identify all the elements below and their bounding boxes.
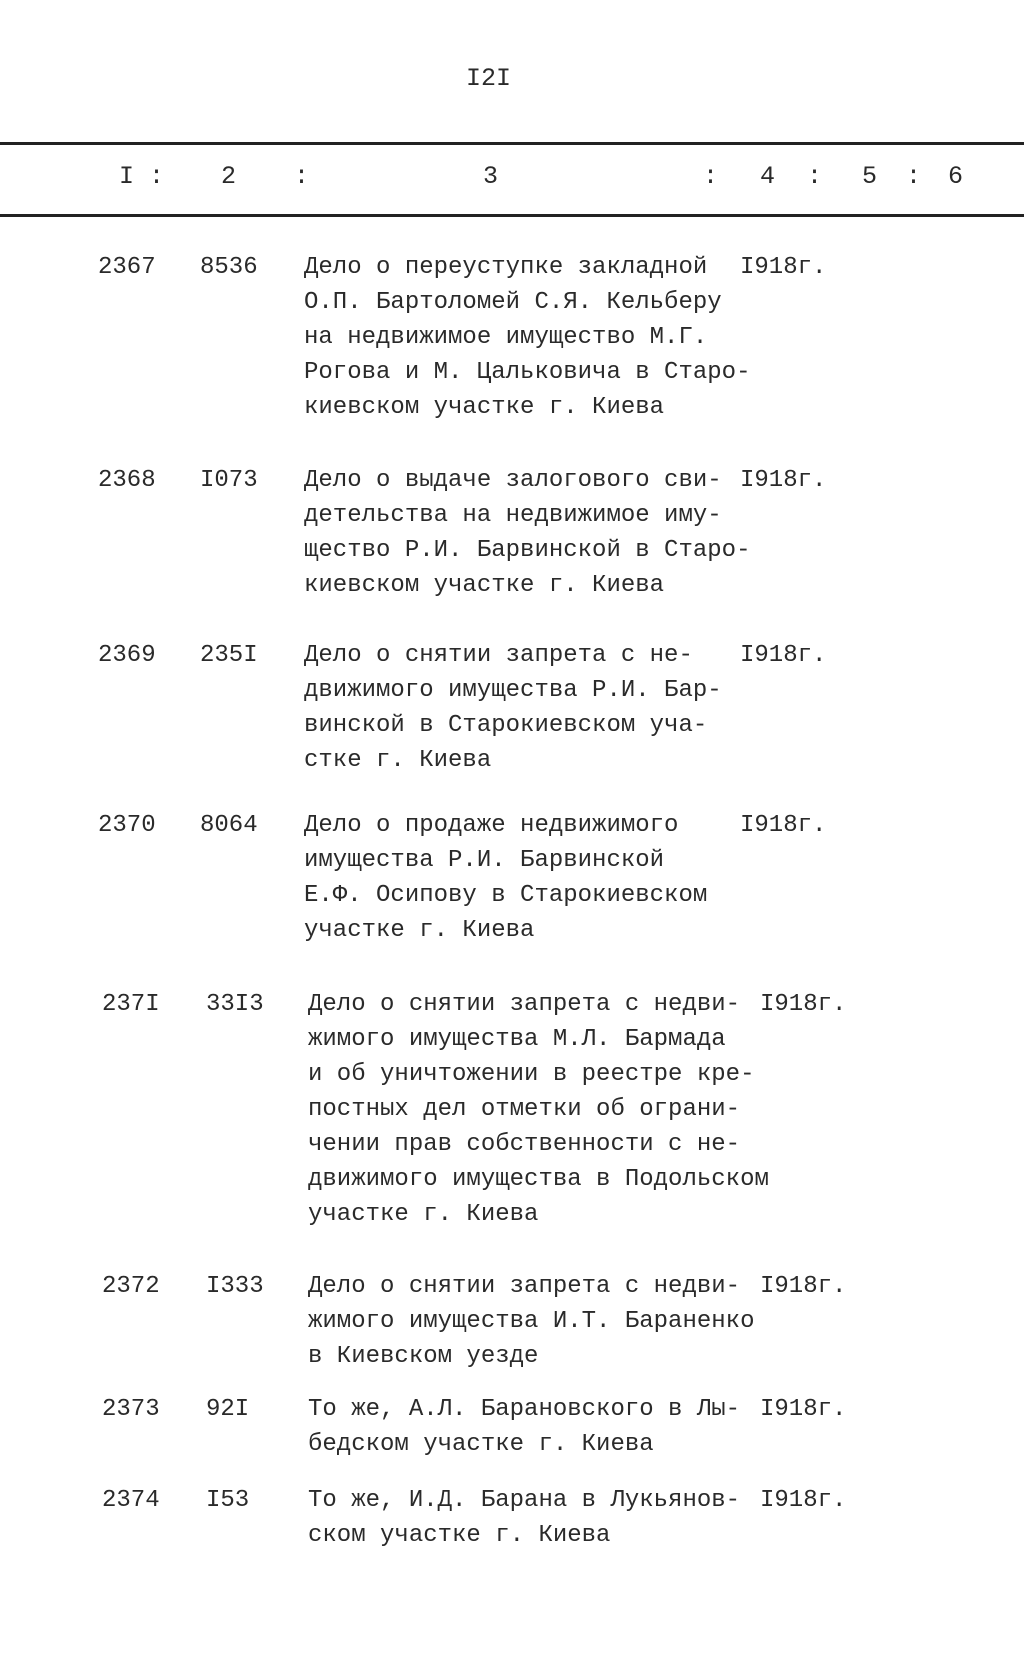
case-title-line: движимого имущества в Подольском	[308, 1166, 769, 1193]
archive-number: 8536	[200, 254, 258, 281]
item-number: 237I	[102, 991, 160, 1018]
case-title-line: участке г. Киева	[304, 917, 535, 944]
case-title-line: Дело о снятии запрета с недви-	[308, 1273, 741, 1300]
page-number: I2I	[466, 64, 512, 93]
item-number: 2369	[98, 642, 156, 669]
column-number: 5	[862, 162, 878, 191]
case-title-line: движимого имущества Р.И. Бар-	[304, 677, 722, 704]
case-title-line: То же, И.Д. Барана в Лукьянов-	[308, 1487, 741, 1514]
case-title-line: То же, А.Л. Барановского в Лы-	[308, 1396, 741, 1423]
case-title-line: и об уничтожении в реестре кре-	[308, 1061, 755, 1088]
header-bottom-rule	[0, 214, 1024, 217]
archive-number: 33I3	[206, 991, 264, 1018]
column-number: 4	[760, 162, 776, 191]
case-title-line: Е.Ф. Осипову в Старокиевском	[304, 882, 708, 909]
case-year: I918г.	[760, 991, 847, 1018]
case-title-line: Дело о выдаче залогового сви-	[304, 467, 722, 494]
column-separator: :	[807, 162, 823, 191]
case-title	[308, 1392, 740, 1462]
case-title-line: жимого имущества И.Т. Бараненко	[308, 1308, 755, 1335]
archive-number: 235I	[200, 642, 258, 669]
archive-number: 92I	[206, 1396, 250, 1423]
item-number: 2373	[102, 1396, 160, 1423]
case-title-line: детельства на недвижимое иму-	[304, 502, 722, 529]
archive-number: I333	[206, 1273, 264, 1300]
column-number: 2	[221, 162, 237, 191]
case-title	[308, 987, 769, 1232]
column-separator: :	[294, 162, 310, 191]
case-year: I918г.	[740, 642, 827, 669]
column-separator: :	[149, 162, 165, 191]
case-title-line: чении прав собственности с не-	[308, 1131, 741, 1158]
item-number: 2370	[98, 812, 156, 839]
case-title-line: киевском участке г. Киева	[304, 394, 665, 421]
case-title-line: участке г. Киева	[308, 1201, 539, 1228]
case-title-line: Дело о переуступке закладной	[304, 254, 708, 281]
case-title-line: бедском участке г. Киева	[308, 1431, 654, 1458]
case-year: I918г.	[740, 467, 827, 494]
case-title	[304, 250, 750, 425]
case-title-line: Рогова и М. Цальковича в Старо-	[304, 359, 751, 386]
column-number: 3	[483, 162, 499, 191]
case-title-line: О.П. Бартоломей С.Я. Кельберу	[304, 289, 722, 316]
item-number: 2368	[98, 467, 156, 494]
case-title-line: в Киевском уезде	[308, 1343, 539, 1370]
item-number: 2367	[98, 254, 156, 281]
column-separator: :	[703, 162, 719, 191]
case-title	[304, 808, 707, 948]
case-title	[308, 1269, 754, 1374]
case-title-line: стке г. Киева	[304, 747, 492, 774]
archive-number: 8064	[200, 812, 258, 839]
case-title	[304, 638, 722, 778]
case-title-line: Дело о снятии запрета с недви-	[308, 991, 741, 1018]
item-number: 2372	[102, 1273, 160, 1300]
column-number: 6	[948, 162, 964, 191]
case-title	[304, 463, 750, 603]
column-number: I	[119, 162, 135, 191]
header-top-rule	[0, 142, 1024, 145]
case-title-line: Дело о снятии запрета с не-	[304, 642, 693, 669]
case-title-line: имущества Р.И. Барвинской	[304, 847, 665, 874]
case-title-line: ском участке г. Киева	[308, 1522, 611, 1549]
column-separator: :	[906, 162, 922, 191]
case-year: I918г.	[760, 1487, 847, 1514]
item-number: 2374	[102, 1487, 160, 1514]
case-year: I918г.	[760, 1396, 847, 1423]
archive-number: I53	[206, 1487, 250, 1514]
case-title-line: жимого имущества М.Л. Бармада	[308, 1026, 726, 1053]
case-year: I918г.	[760, 1273, 847, 1300]
archive-number: I073	[200, 467, 258, 494]
case-title-line: щество Р.И. Барвинской в Старо-	[304, 537, 751, 564]
case-title-line: винской в Старокиевском уча-	[304, 712, 708, 739]
case-title-line: постных дел отметки об ограни-	[308, 1096, 741, 1123]
case-year: I918г.	[740, 812, 827, 839]
case-title-line: на недвижимое имущество М.Г.	[304, 324, 708, 351]
case-title	[308, 1483, 740, 1553]
case-year: I918г.	[740, 254, 827, 281]
case-title-line: Дело о продаже недвижимого	[304, 812, 679, 839]
case-title-line: киевском участке г. Киева	[304, 572, 665, 599]
